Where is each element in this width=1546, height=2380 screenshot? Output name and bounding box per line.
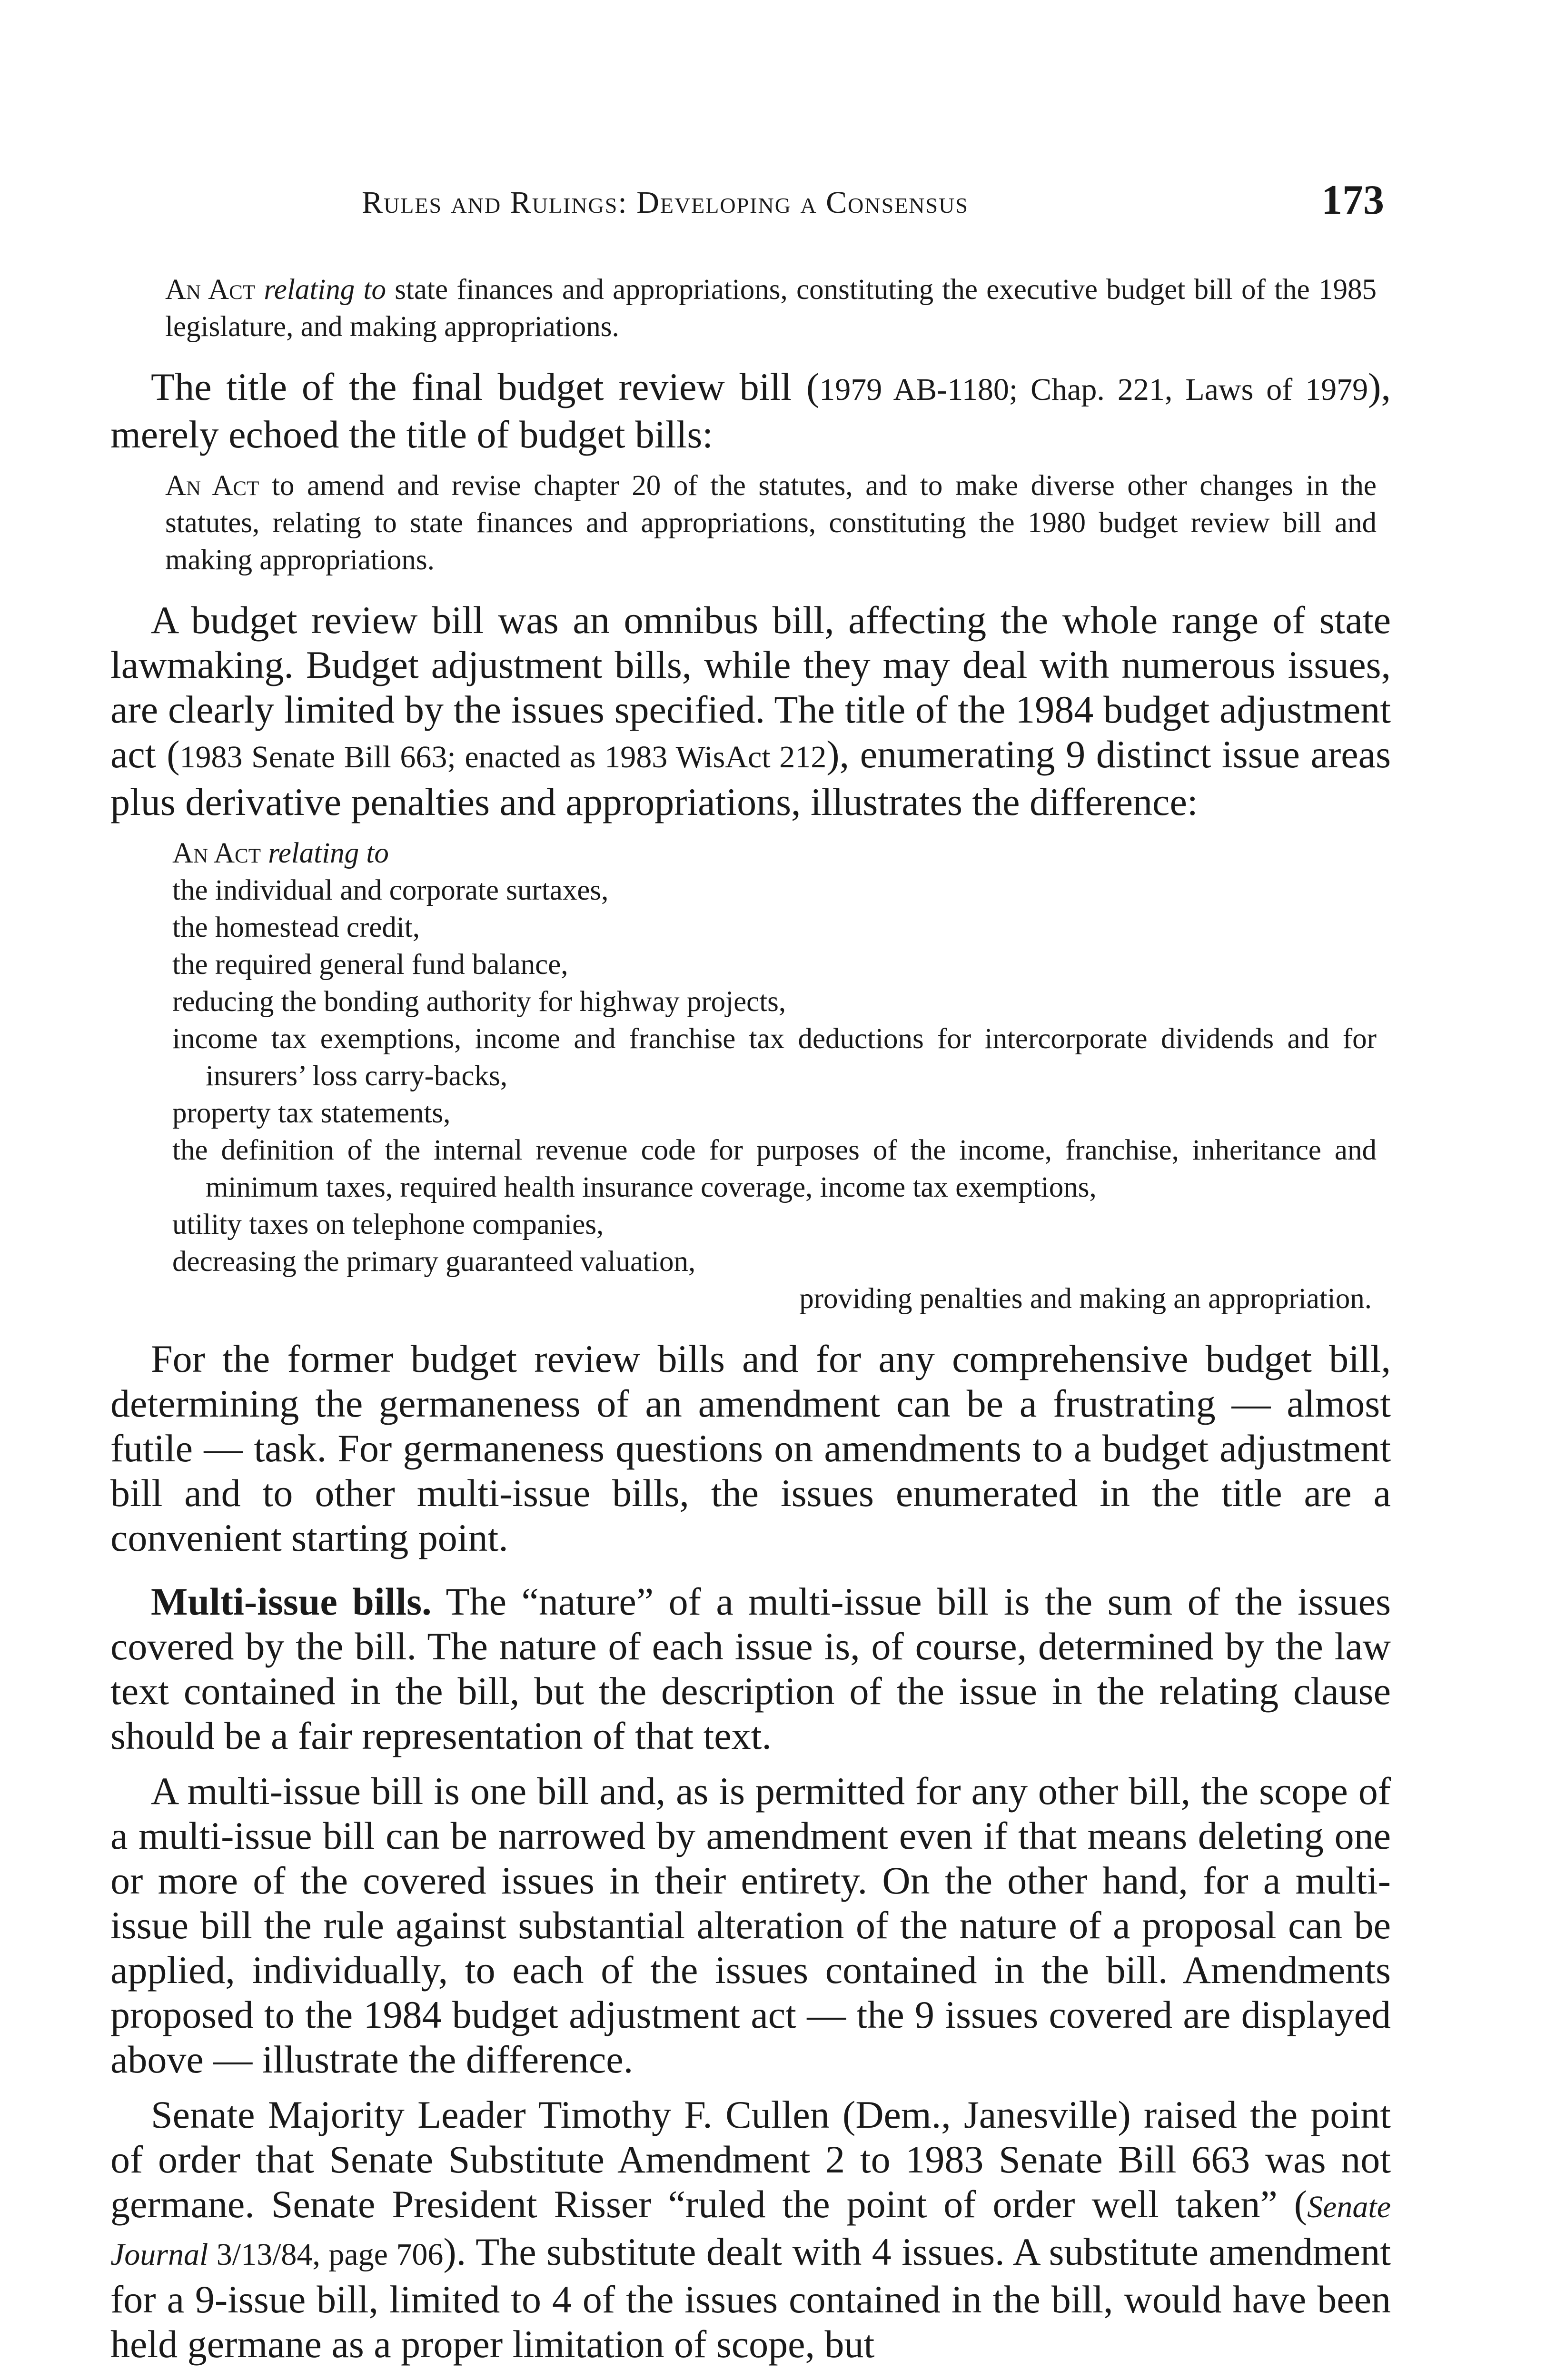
list-item: decreasing the primary guaranteed valuation,	[172, 1246, 696, 1278]
paragraph-text: ). The substitute dealt with 4 issues. A substitute amendment for a 9-issue bill, limited to 4 of the issues contained in the bill, would have been held germane as a proper limitation of scope, but	[110, 2230, 1391, 2366]
list-item: reducing the bonding authority for highway projects,	[172, 986, 786, 1018]
act-list-closing: providing penalties and making an appropriation.	[799, 1283, 1372, 1315]
list-item: the homestead credit,	[172, 912, 420, 943]
list-item: property tax statements,	[172, 1097, 451, 1129]
quote-act-title-1980	[165, 467, 1377, 579]
paragraph-scope-narrowing: A multi-issue bill is one bill and, as is permitted for any other bill, the scope of a multi-issue bill can be narrowed by amendment even if that means deleting one or more of the covered issues in their entirety. On the other hand, for a multi-issue bill the rule against substantial alteration of the nature of a proposal can be applied, individually, to each of the issues contained in the bill. Amendments proposed to the 1984 budget adjustment act — the 9 issues covered are displayed above — illustrate the difference.	[110, 1769, 1391, 2081]
paragraph-text: Senate Majority Leader Timothy F. Cullen (Dem., Janesville) raised the point of order that Senate Substitute Amendment 2 to 1983 Senate Bill 663 was not germane. Senate President Risser “ruled the point of order well taken” (	[110, 2093, 1391, 2226]
act-title-list	[172, 835, 1377, 1318]
act-text: state finances and appropriations, constituting the executive budget bill of the 1985 legislature, and making appropriations.	[165, 274, 1377, 343]
paragraph-multi-issue-bills	[110, 1579, 1391, 1758]
page-number: 173	[1321, 177, 1384, 223]
paragraph-text: A budget review bill was an omnibus bill, affecting the whole range of state lawmaking. Budget adjustment bills, while they may deal with numerous issues, are clearly limited by the issues specified. The title of the 1984 budget adjustment act (	[110, 598, 1391, 776]
paragraph-senate-ruling	[110, 2092, 1391, 2367]
paragraph-text: ), merely echoed the title of budget bills:	[110, 365, 1391, 456]
citation: 1979 AB-1180; Chap. 221, Laws of 1979	[819, 372, 1368, 407]
citation: 3/13/84, page 706	[208, 2237, 444, 2272]
citation: 1983 Senate Bill 663; enacted as 1983 WisAct 212	[179, 740, 827, 774]
paragraph-text: ), enumerating 9 distinct issue areas plus derivative penalties and appropriations, illustrates the difference:	[110, 733, 1391, 823]
act-lead: An Act	[165, 274, 256, 306]
list-item: the individual and corporate surtaxes,	[172, 874, 609, 906]
paragraph-text: The title of the final budget review bill (	[151, 365, 820, 408]
paragraph-text: The “nature” of a multi-issue bill is the sum of the issues covered by the bill. The nature of each issue is, of course, determined by the law text contained in the bill, but the description of the issue in the relating clause should be a fair representation of that text.	[110, 1580, 1391, 1757]
act-relating: relating to	[264, 274, 386, 306]
section-heading: Multi-issue bills.	[151, 1580, 432, 1623]
journal-name: Senate Journal	[110, 2190, 1391, 2272]
act-lead: An Act	[172, 837, 261, 869]
list-item: the required general fund balance,	[172, 949, 568, 981]
running-title: Rules and Rulings: Developing a Consensus	[362, 185, 969, 220]
running-head	[0, 177, 1546, 232]
act-text: to amend and revise chapter 20 of the statutes, and to make diverse other changes in the statutes, relating to state finances and appropriations, constituting the 1980 budget review bill and making appropriations.	[165, 470, 1377, 576]
paragraph-omnibus	[110, 598, 1391, 824]
act-lead: An Act	[165, 470, 259, 502]
list-item: income tax exemptions, income and franchise tax deductions for intercorporate dividends and for insurers’ loss carry-backs,	[172, 1023, 1377, 1092]
act-list-heading	[172, 835, 1377, 872]
quote-act-title-1985	[165, 271, 1377, 346]
paragraph-germaneness: For the former budget review bills and for any comprehensive budget bill, determining the germaneness of an amendment can be a frustrating — almost futile — task. For germaneness questions on amendments to a budget adjustment bill and to other multi-issue bills, the issues enumerated in the title are a convenient starting point.	[110, 1337, 1391, 1559]
act-relating: relating to	[268, 837, 389, 869]
list-item: the definition of the internal revenue code for purposes of the income, franchise, inheritance and minimum taxes, required health insurance coverage, income tax exemptions,	[172, 1134, 1377, 1203]
paragraph-final-budget-review	[110, 365, 1391, 457]
page-body	[110, 271, 1391, 2367]
list-item: utility taxes on telephone companies,	[172, 1209, 604, 1240]
